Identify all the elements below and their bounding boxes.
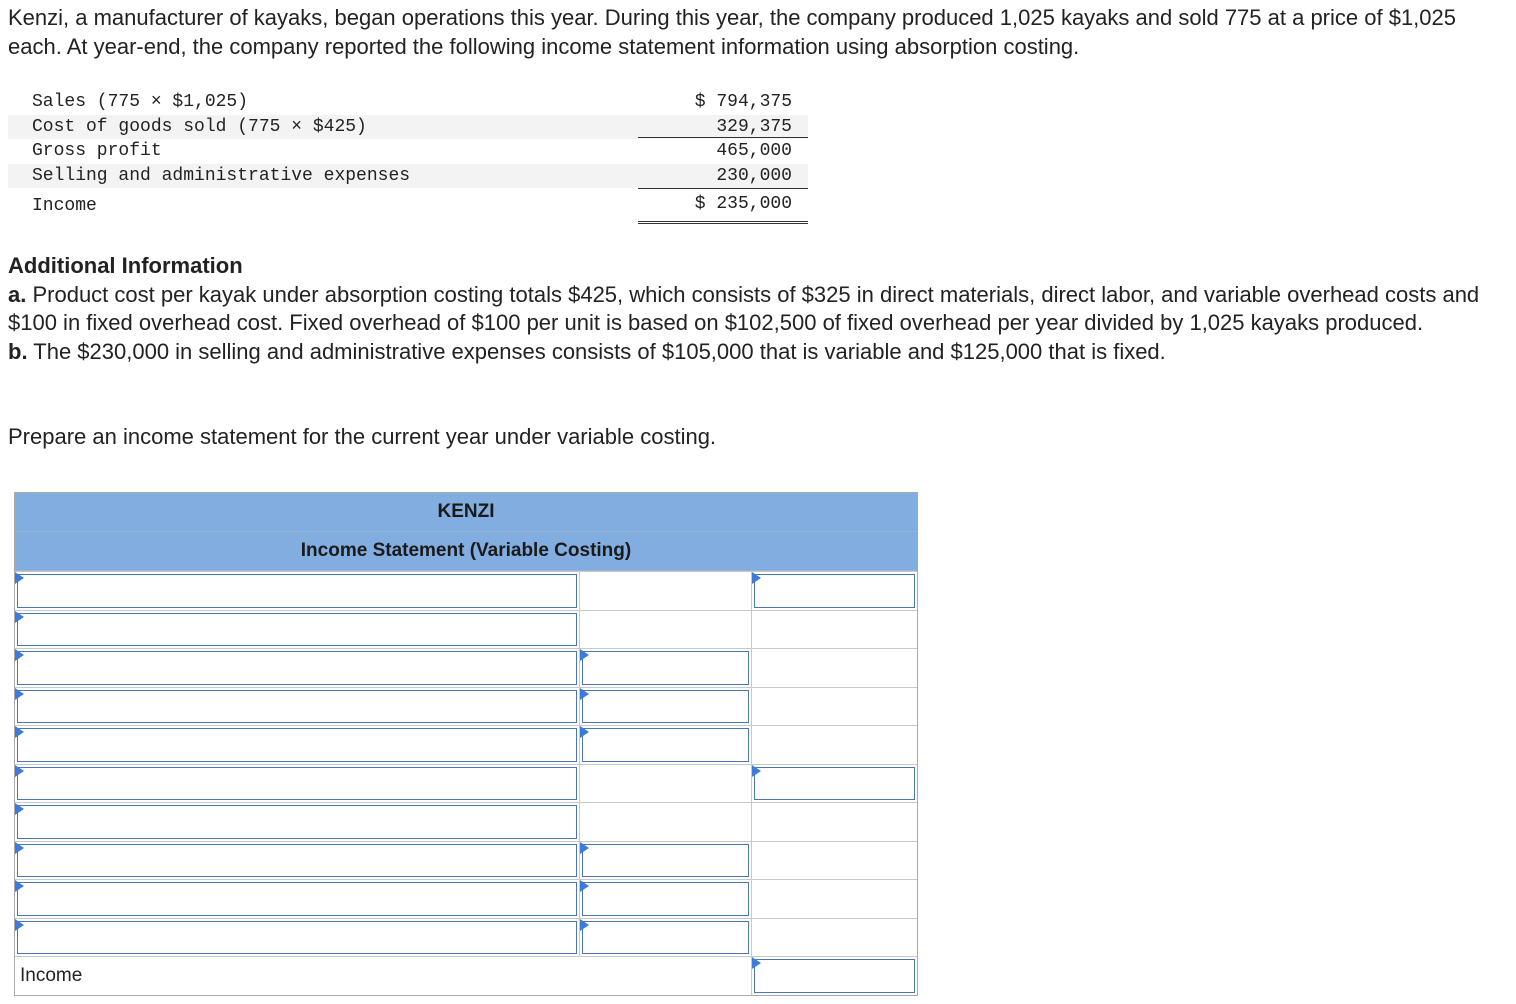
amount-input[interactable] — [582, 728, 749, 762]
item-a-prefix: a. — [8, 281, 27, 307]
dropdown-indicator-icon — [580, 649, 589, 661]
abs-amount: 465,000 — [716, 141, 792, 161]
dropdown-indicator-icon — [15, 803, 24, 815]
abs-label: Cost of goods sold (775 × $425) — [32, 116, 367, 137]
item-b-text: The $230,000 in selling and administrative expenses consists of $105,000 that is variable and $125,000 that is fixed. — [27, 338, 1166, 364]
line-item-input[interactable] — [17, 844, 577, 878]
abs-label: Selling and administrative expenses — [32, 165, 411, 186]
line-item-input[interactable] — [17, 882, 577, 916]
line-item-input[interactable] — [17, 728, 577, 762]
dropdown-indicator-icon — [752, 765, 761, 777]
amount-input[interactable] — [582, 921, 749, 955]
variable-costing-worksheet — [14, 492, 918, 996]
abs-row-cogs — [8, 115, 808, 140]
additional-item-b — [8, 338, 1498, 367]
amount-input[interactable] — [582, 882, 749, 916]
worksheet-title-header: Income Statement (Variable Costing) — [15, 532, 917, 571]
worksheet-row — [15, 918, 917, 957]
worksheet-income-row — [15, 956, 917, 995]
amount-input[interactable] — [582, 651, 749, 685]
amount-input[interactable] — [582, 690, 749, 724]
worksheet-row — [15, 802, 917, 841]
task-prompt: Prepare an income statement for the current year under variable costing. — [8, 424, 717, 449]
abs-amount: $ 794,375 — [694, 92, 792, 112]
worksheet-row — [15, 610, 917, 649]
dropdown-indicator-icon — [15, 919, 24, 931]
abs-amount: $ 235,000 — [694, 194, 792, 214]
line-item-input[interactable] — [17, 613, 577, 647]
line-item-input[interactable] — [17, 690, 577, 724]
dropdown-indicator-icon — [15, 572, 24, 584]
line-item-input[interactable] — [17, 574, 577, 608]
dropdown-indicator-icon — [15, 880, 24, 892]
dropdown-indicator-icon — [15, 649, 24, 661]
worksheet-row — [15, 879, 917, 918]
abs-row-sales — [8, 90, 808, 115]
abs-total-double-rule — [638, 221, 808, 224]
amount-input[interactable] — [582, 844, 749, 878]
income-label: Income — [20, 965, 83, 986]
abs-row-selling-admin — [8, 164, 808, 189]
worksheet-row — [15, 841, 917, 880]
line-item-input[interactable] — [17, 805, 577, 839]
abs-subtotal-rule — [638, 188, 808, 189]
abs-amount: 329,375 — [716, 116, 792, 137]
dropdown-indicator-icon — [15, 688, 24, 700]
dropdown-indicator-icon — [15, 611, 24, 623]
abs-label: Gross profit — [32, 141, 162, 161]
worksheet-row — [15, 725, 917, 764]
dropdown-indicator-icon — [580, 919, 589, 931]
dropdown-indicator-icon — [15, 726, 24, 738]
additional-information — [8, 252, 1498, 366]
dropdown-indicator-icon — [15, 765, 24, 777]
item-b-prefix: b. — [8, 338, 28, 364]
worksheet-row — [15, 687, 917, 726]
dropdown-indicator-icon — [580, 880, 589, 892]
abs-label: Income — [32, 196, 97, 216]
abs-row-income — [8, 188, 808, 218]
dropdown-indicator-icon — [580, 726, 589, 738]
total-amount-input[interactable] — [754, 574, 915, 608]
dropdown-indicator-icon — [752, 957, 761, 969]
worksheet-row — [15, 648, 917, 687]
total-amount-input[interactable] — [754, 767, 915, 801]
abs-amount: 230,000 — [716, 165, 792, 186]
worksheet-row — [15, 571, 917, 610]
dropdown-indicator-icon — [580, 688, 589, 700]
dropdown-indicator-icon — [15, 842, 24, 854]
abs-row-gross-profit — [8, 139, 808, 164]
worksheet-company-header: KENZI — [15, 493, 917, 532]
line-item-input[interactable] — [17, 767, 577, 801]
income-amount-input[interactable] — [754, 959, 915, 993]
worksheet-row — [15, 764, 917, 803]
item-a-text: Product cost per kayak under absorption costing totals $425, which consists of $325 in direct materials, direct labor, and variable overhead costs and $100 in fixed overhead cost. Fixed overhead of $100 per unit is based on $102,500 of fixed overhead per year divided by 1,025 kayaks produced. — [8, 281, 1480, 335]
abs-subtotal-rule — [638, 137, 808, 138]
additional-heading: Additional Information — [8, 253, 243, 278]
problem-intro: Kenzi, a manufacturer of kayaks, began operations this year. During this year, the company produced 1,025 kayaks and sold 775 at a price of $1,025 each. At year-end, the company reported the following income statement information using absorption costing. — [8, 5, 1456, 59]
line-item-input[interactable] — [17, 651, 577, 685]
line-item-input[interactable] — [17, 921, 577, 955]
dropdown-indicator-icon — [580, 842, 589, 854]
absorption-income-statement — [8, 90, 808, 218]
additional-item-a — [8, 281, 1498, 338]
dropdown-indicator-icon — [752, 572, 761, 584]
abs-label: Sales (775 × $1,025) — [32, 92, 249, 112]
